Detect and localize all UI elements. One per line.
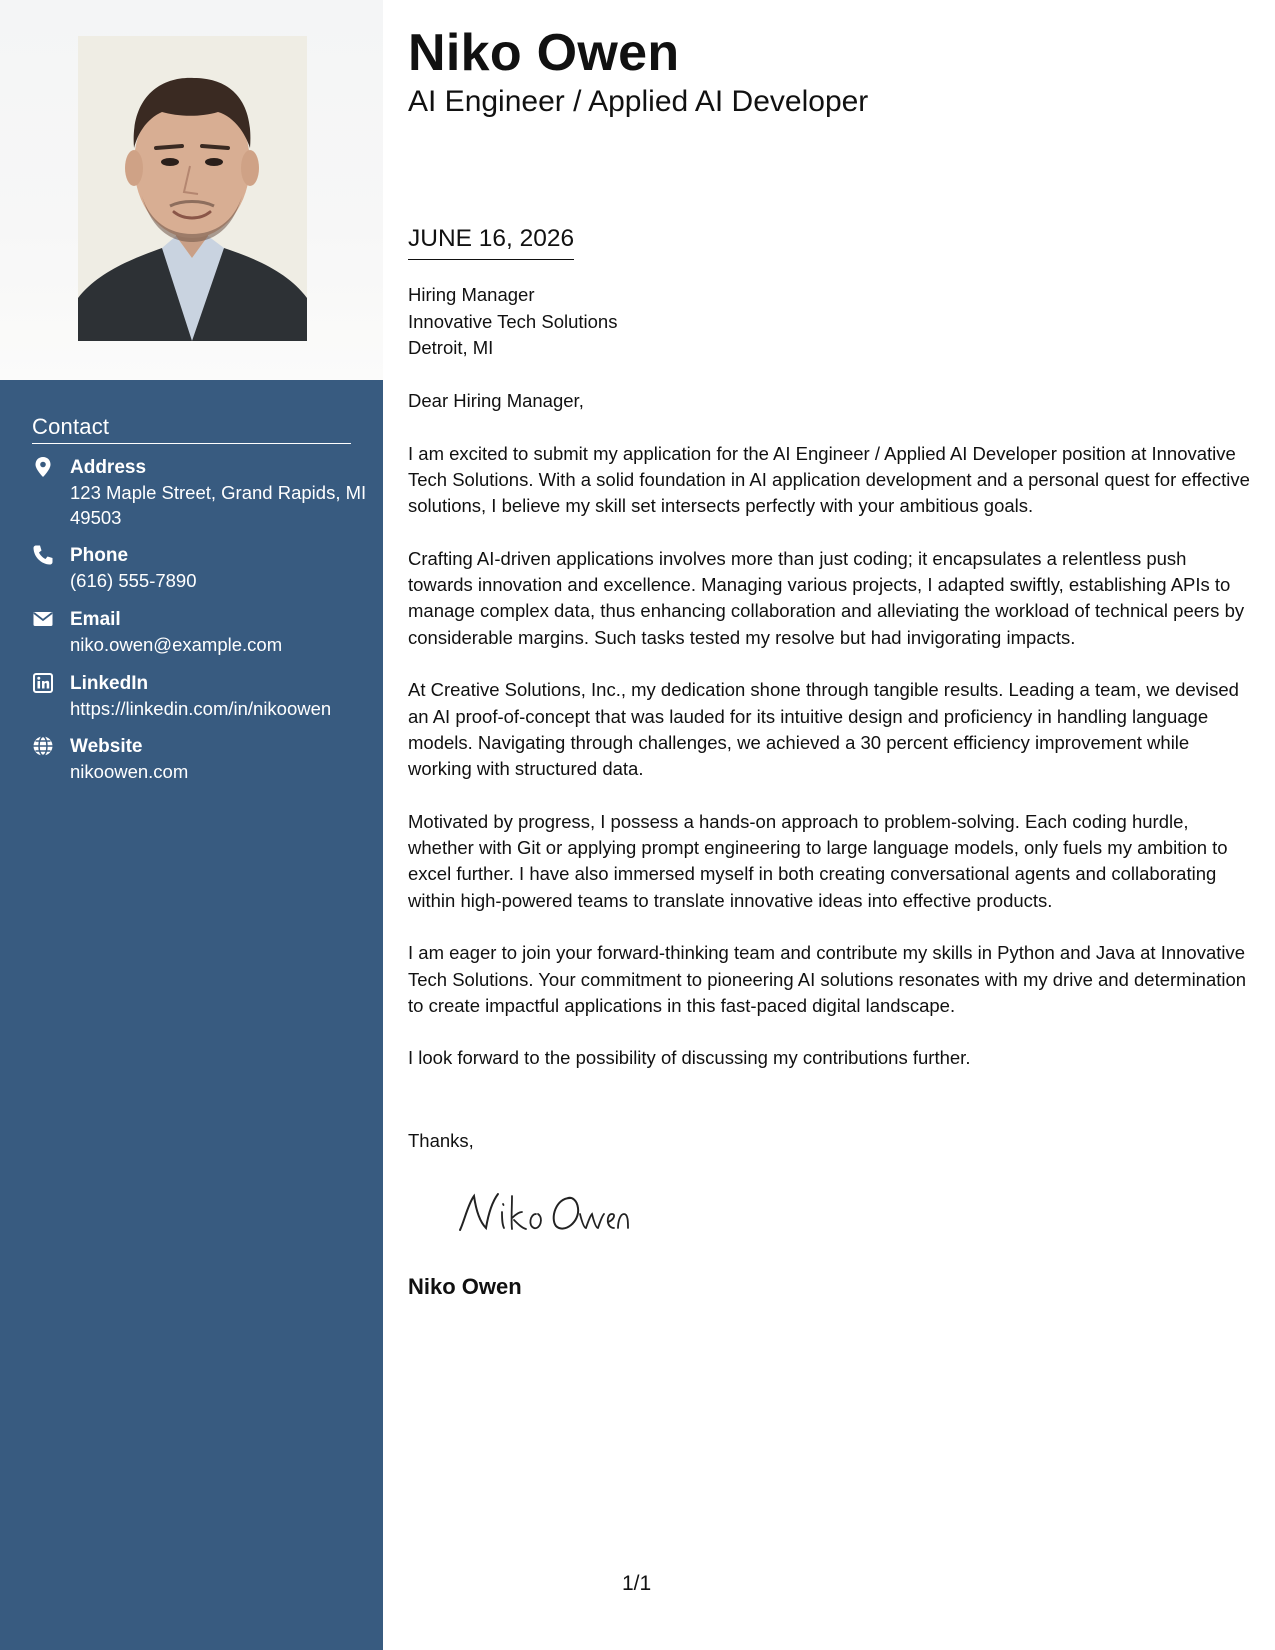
map-pin-icon xyxy=(32,456,54,478)
phone-icon xyxy=(32,544,54,566)
letter-paragraph: I am eager to join your forward-thinking team and contribute my skills in Python and Java at Innovative Tech Solutions. Your commitment to pioneering AI solutions resonates with my drive and determination to create impactful applications in this fast-paced digital landscape. xyxy=(408,942,1247,1016)
signer-name: Niko Owen xyxy=(408,1274,522,1299)
recipient-block xyxy=(408,282,617,362)
contact-value: 123 Maple Street, Grand Rapids, MI 49503 xyxy=(70,482,367,528)
linkedin-icon xyxy=(32,672,54,694)
letter-content xyxy=(408,388,1253,1098)
contact-label: Website xyxy=(70,736,143,757)
contact-value[interactable] xyxy=(70,760,370,785)
contact-label: LinkedIn xyxy=(70,673,149,694)
closing: Thanks, xyxy=(408,1130,474,1151)
signature-image xyxy=(452,1182,632,1242)
letter-paragraph: I am excited to submit my application for the AI Engineer / Applied AI Developer position at Innovative Tech Solutions. With a solid foundation in AI application development and a personal quest for effective solutions, I believe my skill set intersects perfectly with your ambitious goals. xyxy=(408,442,1250,517)
page-number: 1/1 xyxy=(622,1572,652,1595)
letter-paragraph: Motivated by progress, I possess a hands-on approach to problem-solving. Each coding hurdle, whether with Git or applying prompt engineering to large language models, only fuels my ambition to excel further. I have also immersed myself in both creating conversational agents and collaborating within high-powered teams to translate innovative ideas into effective products. xyxy=(408,810,1228,911)
contact-value[interactable] xyxy=(70,697,370,722)
contact-label: Address xyxy=(70,457,147,478)
website-link[interactable]: nikoowen.com xyxy=(70,761,189,782)
salutation: Dear Hiring Manager, xyxy=(408,390,584,411)
contact-heading: Contact xyxy=(32,414,351,444)
recipient-company: Innovative Tech Solutions xyxy=(408,310,618,332)
envelope-icon xyxy=(32,608,54,630)
contact-value[interactable] xyxy=(70,633,370,658)
profile-photo xyxy=(78,36,307,341)
letter-paragraph: At Creative Solutions, Inc., my dedication shone through tangible results. Leading a team, we devised an AI proof-of-concept that was lauded for its intuitive design and proficiency in handling language models. Navigating through challenges, we achieved a 30 percent efficiency improvement while working with structured data. xyxy=(408,679,1239,780)
applicant-title: AI Engineer / Applied AI Developer xyxy=(408,85,869,118)
recipient-role: Hiring Manager xyxy=(408,284,535,305)
recipient-location: Detroit, MI xyxy=(408,337,494,358)
applicant-name: Niko Owen xyxy=(408,24,680,82)
contact-label: Email xyxy=(70,609,121,630)
letter-paragraph: Crafting AI-driven applications involves more than just coding; it encapsulates a relentless push towards innovation and excellence. Managing various projects, I adapted swiftly, establishing APIs to manage complex data, thus enhancing collaboration and alleviating the workload of technical peers by considerable margins. Such tasks tested my resolve but had invigorating impacts. xyxy=(408,547,1245,648)
contact-sidebar xyxy=(0,380,383,1650)
letter-date: JUNE 16, 2026 xyxy=(408,222,574,260)
contact-label: Phone xyxy=(70,545,129,566)
contact-value[interactable] xyxy=(70,569,370,594)
phone-link[interactable]: (616) 555-7890 xyxy=(70,570,197,591)
linkedin-link[interactable]: https://linkedin.com/in/nikoowen xyxy=(70,698,332,719)
email-link[interactable]: niko.owen@example.com xyxy=(70,634,283,655)
letter-paragraph: I look forward to the possibility of discussing my contributions further. xyxy=(408,1047,971,1069)
globe-icon xyxy=(32,735,54,757)
sidebar-photo-area xyxy=(0,0,383,380)
